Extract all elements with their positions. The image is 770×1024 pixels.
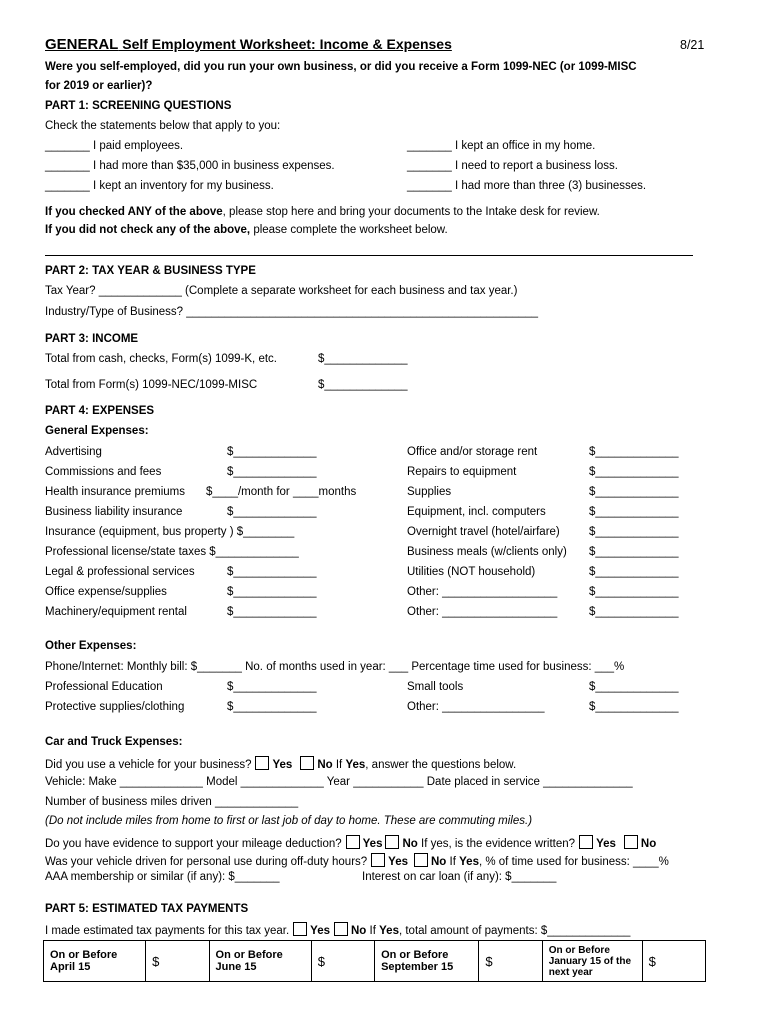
part3-heading: PART 3: INCOME xyxy=(45,333,139,345)
car-truck-heading: Car and Truck Expenses: xyxy=(45,736,183,748)
expense-other2-field[interactable]: $_____________ xyxy=(589,606,679,618)
small-tools-field[interactable]: $_____________ xyxy=(589,681,679,693)
january-label-line2: January 15 of the next year xyxy=(548,955,632,978)
expense-rent-field[interactable]: $_____________ xyxy=(589,446,679,458)
income-cash-field[interactable]: $_____________ xyxy=(318,353,408,365)
expense-legal-field[interactable]: $_____________ xyxy=(227,566,317,578)
general-expenses-heading: General Expenses: xyxy=(45,425,149,437)
screen-home-office[interactable]: _______ I kept an office in my home. xyxy=(407,140,596,152)
expense-health-label: Health insurance premiums xyxy=(45,486,185,498)
expense-travel-field[interactable]: $_____________ xyxy=(589,526,679,538)
expense-utilities-label: Utilities (NOT household) xyxy=(407,566,536,578)
january-label-line1: On or Before xyxy=(548,944,610,956)
screen-three-businesses[interactable]: _______ I had more than three (3) businesses. xyxy=(407,180,647,192)
checked-none-rest: please complete the worksheet below. xyxy=(250,224,448,236)
estimated-yes-checkbox[interactable] xyxy=(293,922,307,936)
vehicle-after-text: , answer the questions below. xyxy=(365,759,517,771)
personal-yes-label: Yes xyxy=(388,856,408,868)
evidence-no-label: No xyxy=(402,838,418,850)
part1-instruction: Check the statements below that apply to you: xyxy=(45,120,281,132)
vehicle-if-word: If xyxy=(335,759,343,771)
evidence-question-text: Do you have evidence to support your mileage deduction? xyxy=(45,838,342,850)
personal-if-yes: Yes xyxy=(459,856,479,868)
expense-meals-field[interactable]: $_____________ xyxy=(589,546,679,558)
written-no-checkbox[interactable] xyxy=(624,835,638,849)
expense-office-label: Office expense/supplies xyxy=(45,586,167,598)
intro-line-1: Were you self-employed, did you run your own business, or did you receive a Form 1099-NEC (or 1099-MISC xyxy=(45,61,637,73)
estimated-no-checkbox[interactable] xyxy=(334,922,348,936)
expense-repairs-label: Repairs to equipment xyxy=(407,466,517,478)
september-label-line1: On or Before xyxy=(381,949,449,961)
january-amount-cell[interactable]: $ xyxy=(642,941,705,982)
september-label-line2: September 15 xyxy=(381,961,454,973)
income-1099-field[interactable]: $_____________ xyxy=(318,379,408,391)
april-label-line2: April 15 xyxy=(50,961,91,973)
checked-any-bold: If you checked ANY of the above xyxy=(45,206,223,218)
car-loan-interest-field[interactable]: Interest on car loan (if any): $_______ xyxy=(362,871,557,883)
expense-utilities-field[interactable]: $_____________ xyxy=(589,566,679,578)
other-expenses-heading: Other Expenses: xyxy=(45,640,137,652)
general-label: GENERAL xyxy=(45,36,119,53)
prof-education-field[interactable]: $_____________ xyxy=(227,681,317,693)
expense-meals-label: Business meals (w/clients only) xyxy=(407,546,567,558)
april-label xyxy=(44,941,146,982)
expense-office-field[interactable]: $_____________ xyxy=(227,586,317,598)
intro-line-2: for 2019 or earlier)? xyxy=(45,80,153,92)
estimated-if-word: If xyxy=(369,925,376,937)
vehicle-details-field[interactable]: Vehicle: Make _____________ Model _____________ Year ___________ Date placed in service ______________ xyxy=(45,776,633,788)
vehicle-no-label: No xyxy=(317,759,333,771)
september-amount-cell[interactable]: $ xyxy=(479,941,542,982)
title-text: Self Employment Worksheet: Income & Expenses xyxy=(118,36,452,52)
industry-field[interactable]: Industry/Type of Business? _______________________________________________________ xyxy=(45,306,539,318)
vehicle-yes-label: Yes xyxy=(272,759,293,771)
expense-license-field[interactable]: Professional license/state taxes $_____________ xyxy=(45,546,299,558)
checked-any-rest: , please stop here and bring your documents to the Intake desk for review. xyxy=(222,206,600,218)
business-miles-field[interactable]: Number of business miles driven _____________ xyxy=(45,796,299,808)
estimated-if-yes: Yes xyxy=(379,925,399,937)
january-label xyxy=(542,941,642,982)
personal-if-word: If xyxy=(449,856,456,868)
evidence-yes-checkbox[interactable] xyxy=(346,835,360,849)
other-expense-field[interactable]: $_____________ xyxy=(589,701,679,713)
other-expense-label[interactable]: Other: ________________ xyxy=(407,701,545,713)
evidence-written-text: If yes, is the evidence written? xyxy=(417,838,576,850)
expense-machinery-field[interactable]: $_____________ xyxy=(227,606,317,618)
phone-internet-field[interactable]: Phone/Internet: Monthly bill: $_______ No. of months used in year: ___ Percentage time used for business: ___% xyxy=(45,661,625,673)
vehicle-question xyxy=(45,756,516,771)
expense-other1-label[interactable]: Other: __________________ xyxy=(407,586,558,598)
written-yes-checkbox[interactable] xyxy=(579,835,593,849)
evidence-question xyxy=(45,835,656,850)
part4-heading: PART 4: EXPENSES xyxy=(45,405,155,417)
income-cash-label: Total from cash, checks, Form(s) 1099-K, etc. xyxy=(45,353,277,365)
small-tools-label: Small tools xyxy=(407,681,464,693)
protective-label: Protective supplies/clothing xyxy=(45,701,185,713)
june-label xyxy=(209,941,311,982)
expense-repairs-field[interactable]: $_____________ xyxy=(589,466,679,478)
checked-none-note xyxy=(45,224,448,236)
expense-liability-field[interactable]: $_____________ xyxy=(227,506,317,518)
expense-equipment-label: Equipment, incl. computers xyxy=(407,506,546,518)
personal-yes-checkbox[interactable] xyxy=(371,853,385,867)
table-row xyxy=(44,941,706,982)
june-label-line2: June 15 xyxy=(215,961,257,973)
estimated-total-field[interactable]: , total amount of payments: $_____________ xyxy=(398,925,631,937)
section-divider xyxy=(45,255,693,256)
expense-commissions-field[interactable]: $_____________ xyxy=(227,466,317,478)
estimated-yes-label: Yes xyxy=(310,925,330,937)
personal-use-text: Was your vehicle driven for personal use during off-duty hours? xyxy=(45,856,368,868)
worksheet-title xyxy=(45,36,452,53)
june-amount-cell[interactable]: $ xyxy=(311,941,374,982)
personal-use-question xyxy=(45,853,669,868)
expense-commissions-label: Commissions and fees xyxy=(45,466,162,478)
revision-date: 8/21 xyxy=(680,38,705,52)
vehicle-question-text: Did you use a vehicle for your business? xyxy=(45,759,252,771)
personal-no-checkbox[interactable] xyxy=(414,853,428,867)
expense-advertising-field[interactable]: $_____________ xyxy=(227,446,317,458)
written-no-label: No xyxy=(640,838,657,850)
checked-any-note xyxy=(45,206,600,218)
protective-field[interactable]: $_____________ xyxy=(227,701,317,713)
estimated-no-label: No xyxy=(351,925,367,937)
part5-heading: PART 5: ESTIMATED TAX PAYMENTS xyxy=(45,903,249,915)
estimated-question-text: I made estimated tax payments for this tax year. xyxy=(45,925,290,937)
screen-business-loss[interactable]: _______ I need to report a business loss. xyxy=(407,160,618,172)
june-label-line1: On or Before xyxy=(215,949,283,961)
vehicle-if-yes: Yes xyxy=(345,759,366,771)
prof-education-label: Professional Education xyxy=(45,681,163,693)
expense-travel-label: Overnight travel (hotel/airfare) xyxy=(407,526,560,538)
expense-supplies-label: Supplies xyxy=(407,486,452,498)
expense-equipment-field[interactable]: $_____________ xyxy=(589,506,679,518)
aaa-membership-field[interactable]: AAA membership or similar (if any): $_______ xyxy=(45,871,280,883)
checked-none-bold: If you did not check any of the above, xyxy=(45,224,251,236)
screen-paid-employees[interactable]: _______ I paid employees. xyxy=(45,140,184,152)
evidence-yes-label: Yes xyxy=(362,838,383,850)
tax-year-field[interactable]: Tax Year? _____________ (Complete a separate worksheet for each business and tax year.) xyxy=(45,285,518,297)
part2-heading: PART 2: TAX YEAR & BUSINESS TYPE xyxy=(45,265,256,277)
expense-other1-field[interactable]: $_____________ xyxy=(589,586,679,598)
vehicle-yes-checkbox[interactable] xyxy=(255,756,269,770)
screen-inventory[interactable]: _______ I kept an inventory for my business. xyxy=(45,180,274,192)
expense-liability-label: Business liability insurance xyxy=(45,506,183,518)
april-label-line1: On or Before xyxy=(50,949,118,961)
vehicle-no-checkbox[interactable] xyxy=(300,756,314,770)
expense-other2-label[interactable]: Other: __________________ xyxy=(407,606,558,618)
expense-legal-label: Legal & professional services xyxy=(45,566,195,578)
commuting-note: (Do not include miles from home to first or last job of day to home. These are commuting miles.) xyxy=(45,815,533,827)
income-1099-label: Total from Form(s) 1099-NEC/1099-MISC xyxy=(45,379,258,391)
screen-over-35000[interactable]: _______ I had more than $35,000 in business expenses. xyxy=(45,160,335,172)
estimated-question xyxy=(45,922,630,937)
expense-insurance-field[interactable]: Insurance (equipment, bus property ) $________ xyxy=(45,526,295,538)
expense-rent-label: Office and/or storage rent xyxy=(407,446,538,458)
personal-after-text[interactable]: , % of time used for business: ____% xyxy=(478,856,669,868)
april-amount-cell[interactable]: $ xyxy=(146,941,209,982)
expense-supplies-field[interactable]: $_____________ xyxy=(589,486,679,498)
expense-machinery-label: Machinery/equipment rental xyxy=(45,606,187,618)
expense-health-field[interactable]: $____/month for ____months xyxy=(206,486,357,498)
estimated-payments-table xyxy=(43,940,706,982)
september-label xyxy=(375,941,479,982)
expense-advertising-label: Advertising xyxy=(45,446,102,458)
written-yes-label: Yes xyxy=(596,838,616,850)
evidence-no-checkbox[interactable] xyxy=(385,835,399,849)
part1-heading: PART 1: SCREENING QUESTIONS xyxy=(45,100,232,112)
personal-no-label: No xyxy=(431,856,447,868)
